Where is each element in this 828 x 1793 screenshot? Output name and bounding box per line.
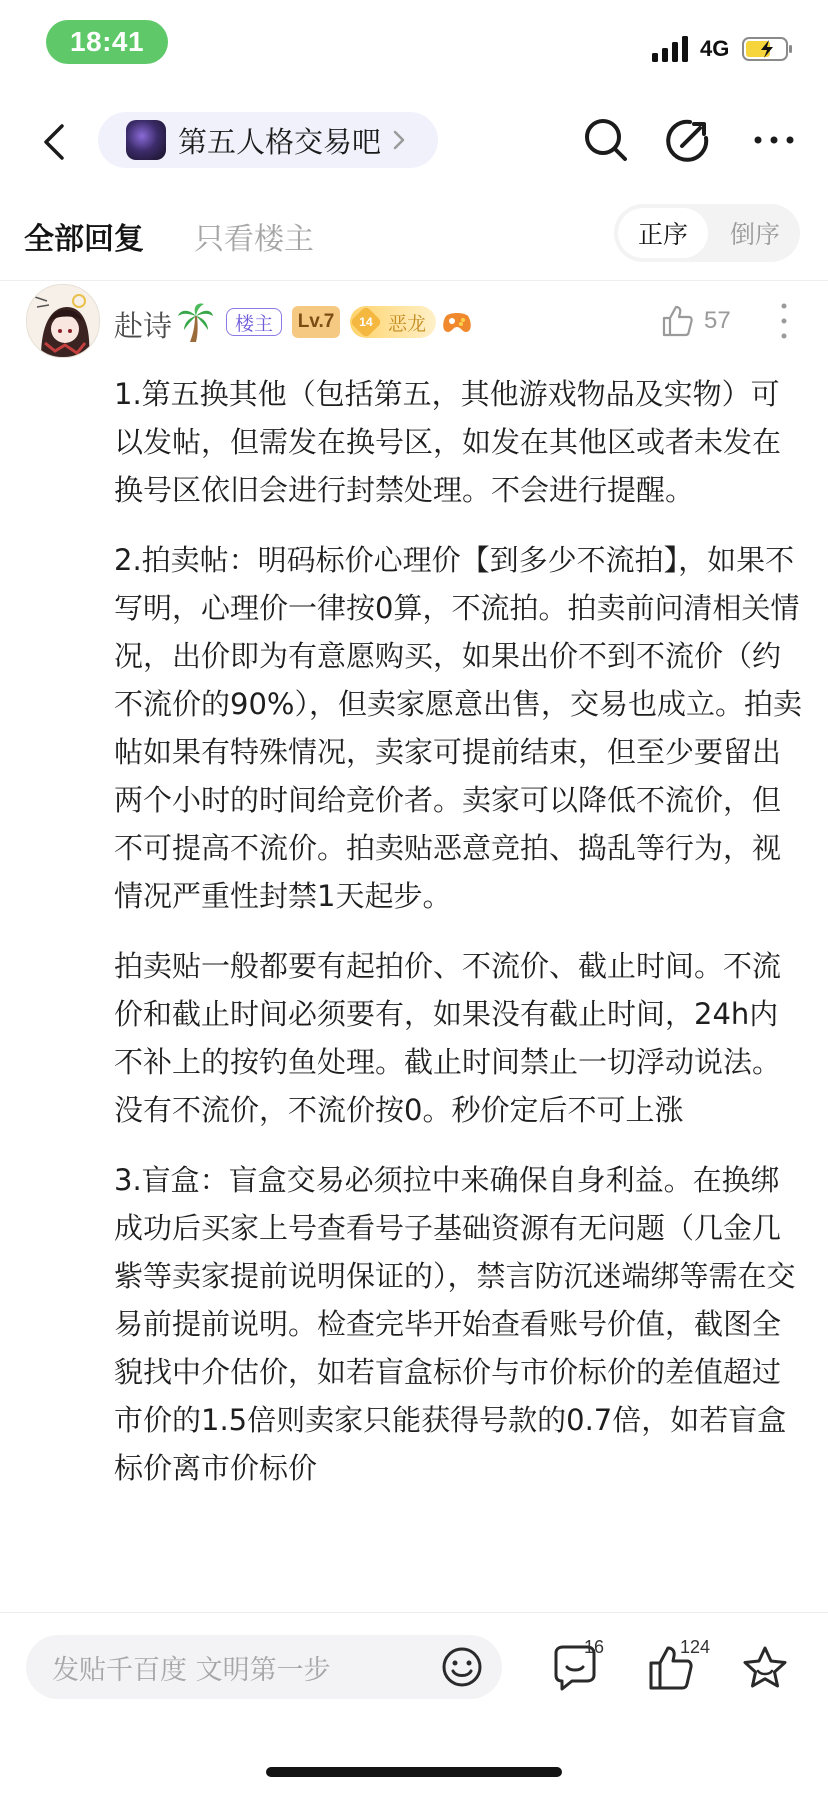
sort-descending-button[interactable]: 倒序 xyxy=(729,220,780,249)
edit-share-icon[interactable] xyxy=(664,116,712,164)
post-paragraph: 3.盲盒：盲盒交易必须拉中来确保自身利益。在换绑成功后买家上号查看号子基础资源有无问题（几金几紫等卖家提前说明保证的），禁言防沉迷端绑等需在交易前提前说明。检查完毕开始查看账号价值，截图全貌找中介估价，如若盲盒标价与市价标价的差值超过市价的1.5倍则卖家只能获得号款的0.7倍，如若盲盒标价离市价标价 xyxy=(114,1163,796,1485)
home-indicator xyxy=(266,1767,562,1777)
post-paragraph: 1.第五换其他（包括第五，其他游戏物品及实物）可以发帖，但需发在换号区，如发在其他区或者未发在换号区依旧会进行封禁处理。不会进行提醒。 xyxy=(114,377,782,507)
thumbs-up-icon xyxy=(660,304,694,338)
post-paragraph: 拍卖贴一般都要有起拍价、不流价、截止时间。不流价和截止时间必须要有，如果没有截止时间，24h内不补上的按钓鱼处理。截止时间禁止一切浮动说法。没有不流价，不流价按0。秒价定后不可上涨 xyxy=(114,949,782,1127)
status-time: 18:41 xyxy=(46,20,168,64)
avatar[interactable] xyxy=(26,284,100,358)
post-like-count: 57 xyxy=(704,307,731,334)
sort-ascending-button[interactable]: 正序 xyxy=(618,208,708,258)
tab-all-replies[interactable]: 全部回复 xyxy=(24,222,144,257)
forum-link[interactable] xyxy=(98,112,438,168)
network-label: 4G xyxy=(700,36,730,61)
chevron-right-icon xyxy=(391,129,407,151)
star-icon[interactable] xyxy=(740,1643,790,1693)
title-badge-text: 恶龙 xyxy=(388,312,427,335)
nav-bar xyxy=(0,100,828,184)
status-bar xyxy=(0,0,828,90)
bottom-like-count: 124 xyxy=(680,1637,711,1657)
bottom-action-bar xyxy=(0,1612,828,1793)
post-header xyxy=(0,284,828,364)
sort-order-toggle xyxy=(614,204,800,262)
gamepad-icon xyxy=(442,308,472,336)
forum-avatar xyxy=(126,120,166,160)
back-icon[interactable] xyxy=(36,118,76,166)
forum-name: 第五人格交易吧 xyxy=(178,124,382,159)
search-icon[interactable] xyxy=(582,116,630,164)
more-vertical-icon[interactable] xyxy=(780,302,788,340)
post-like-button[interactable] xyxy=(660,304,731,338)
more-icon[interactable] xyxy=(750,116,798,164)
post-content xyxy=(114,370,804,1610)
reply-filter-bar xyxy=(0,200,828,281)
emoji-icon[interactable] xyxy=(440,1645,484,1689)
comment-input-placeholder: 发贴千百度 文明第一步 xyxy=(52,1654,331,1686)
tab-op-only[interactable]: 只看楼主 xyxy=(194,222,314,257)
level-badge: Lv.7 xyxy=(292,306,340,338)
post-paragraph: 2.拍卖帖：明码标价心理价【到多少不流拍】，如果不写明，心理价一律按0算，不流拍。拍卖前问清相关情况，出价即为有意愿购买，如果出价不到不流价（约不流价的90%），但卖家愿意出售，交易也成立。拍卖帖如果有特殊情况，卖家可提前结束，但至少要留出两个小时的时间给竞价者。卖家可以降低不流价，但不可提高不流价。拍卖贴恶意竞拍、捣乱等行为，视情况严重性封禁1天起步。 xyxy=(114,543,802,913)
title-badge-number: 14 xyxy=(359,315,373,329)
username[interactable]: 赴诗 xyxy=(114,309,173,343)
signal-icon xyxy=(652,36,692,62)
comment-count: 16 xyxy=(584,1637,605,1657)
op-badge: 楼主 xyxy=(226,308,282,336)
comment-input[interactable] xyxy=(26,1635,502,1699)
palm-tree-icon xyxy=(176,302,214,342)
title-badge xyxy=(350,306,436,338)
battery-icon xyxy=(742,36,794,62)
